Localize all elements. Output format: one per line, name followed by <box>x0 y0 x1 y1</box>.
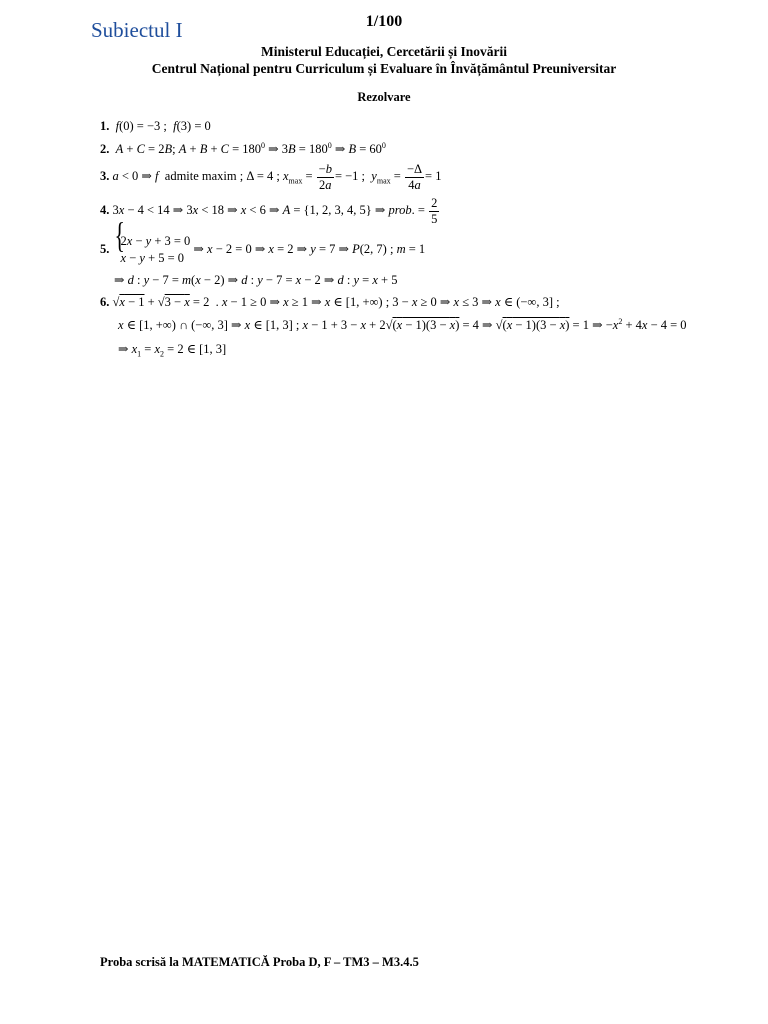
solution-item-5-line-2: ⇒ d : y − 7 = m(x − 2) ⇒ d : y − 7 = x − 2 ⇒ d : y = x + 5 <box>114 273 398 287</box>
page-number: 1/100 <box>365 13 403 30</box>
item-number: 3. <box>100 168 110 183</box>
equation-system: { 2x − y + 3 = 0 x − y + 5 = 0 <box>113 233 191 267</box>
solution-item-1: 1. f(0) = −3 ; f(3) = 0 <box>100 119 211 133</box>
fraction: $\frac{-\Delta}{4a}$ <box>406 162 423 192</box>
fraction: $\frac{-b}{2a}$ <box>318 162 332 192</box>
ministry-title: Ministerul Educației, Cercetării și Inovării <box>260 44 508 59</box>
section-title: Rezolvare <box>357 90 411 104</box>
solution-item-6-line-3: ⇒ $x_1 = x_2 = 2$ ∈ [1, 3] <box>118 342 227 359</box>
solution-item-3: 3. a < 0 ⇒ f admite maxim ; Δ = 4 ; $x_{max}$ = $\frac{-b}{2a}$ = −1 ; $y_{max}$ = $\frac{-\Delta}{4a}$ = 1 <box>100 162 442 192</box>
item-number: 2. <box>100 142 110 156</box>
solution-item-5: 5. { 2x − y + 3 = 0 x − y + 5 = 0 ⇒ x − 2 = 0 ⇒ x = 2 ⇒ y = 7 ⇒ P(2, 7) ; m = 1 <box>100 233 425 267</box>
subject-label: Subiectul I <box>91 18 183 42</box>
item-number: 4. <box>100 202 110 217</box>
solution-item-6: 6. √x − 1 + √3 − x = 2 . x − 1 ≥ 0 ⇒ x ≥ 1 ⇒ x ∈ [1, +∞) ; 3 − x ≥ 0 ⇒ x ≤ 3 ⇒ x ∈ (−∞, 3] ; <box>100 295 560 309</box>
fraction: $\frac{2}{5}$ <box>431 196 438 226</box>
page-footer: Proba scrisă la MATEMATICĂ Proba D, F – TM3 – M3.4.5 <box>100 955 419 969</box>
solution-item-4: 4. 3x − 4 < 14 ⇒ 3x < 18 ⇒ x < 6 ⇒ A = {1, 2, 3, 4, 5} ⇒ prob. = $\frac{2}{5}$ <box>100 196 438 226</box>
item-number: 6. <box>100 295 110 309</box>
item-number: 5. <box>100 241 110 256</box>
solution-item-6-line-2: x ∈ [1, +∞) ∩ (−∞, 3] ⇒ x ∈ [1, 3] ; x − 1 + 3 − x + 2√(x − 1)(3 − x) = 4 ⇒ √(x − 1)(3 − x) = 1 ⇒ $-x^2 + 4x - 4 = 0$ <box>118 316 687 332</box>
item-number: 1. <box>100 119 110 133</box>
center-title: Centrul Național pentru Curriculum și Evaluare în Învățământul Preuniversitar <box>151 61 617 76</box>
item-text: admite maxim <box>164 168 237 183</box>
solution-item-2: 2. A + C = 2B; $A + B + C = 180^0$ ⇒ $3B = 180^0$ ⇒ $B = 60^0$ <box>100 140 386 156</box>
